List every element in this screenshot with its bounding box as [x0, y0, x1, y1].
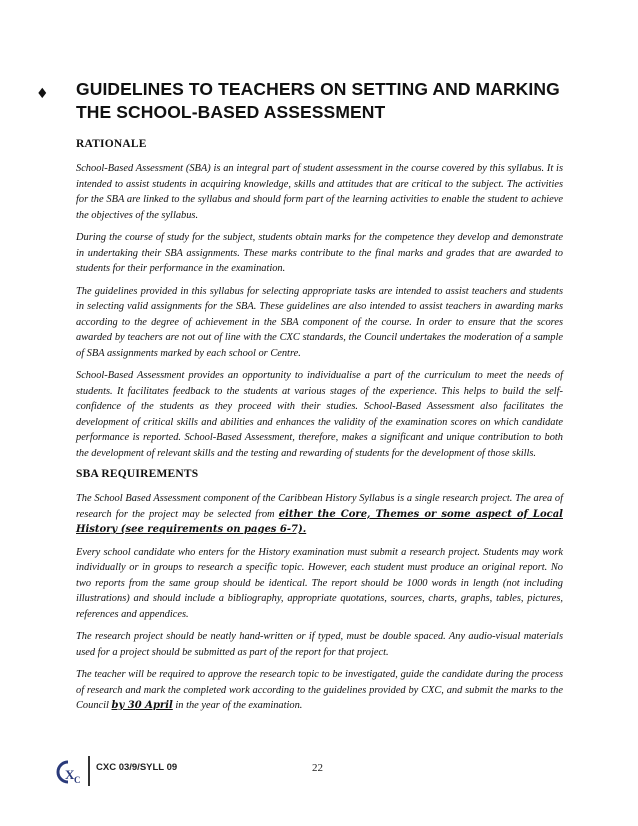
rationale-paragraph-2: During the course of study for the subject, students obtain marks for the competence they develop and demonstrate in undertaking their SBA assignments. These marks contribute to the final marks and grades that are awarded to students for their performance in the examination.: [76, 232, 563, 274]
requirements-paragraph-1-text: The School Based Assessment component of the Caribbean History Syllabus is a single research project. The area of research for the project may be selected from: [76, 493, 563, 520]
svg-text:X: X: [65, 767, 75, 782]
sba-requirements-heading: SBA REQUIREMENTS: [76, 468, 199, 480]
cxc-logo: [48, 758, 88, 786]
page-number: 22: [312, 762, 323, 774]
deadline-emphasis: by 30 April: [111, 700, 173, 711]
requirements-paragraph-4-text: The teacher will be required to approve the research topic to be investigated, guide the candidate during the process of research and mark the completed work according to the guidelines provided by CXC, and submit the marks to the Council: [76, 669, 563, 711]
research-scope-emphasis: either the Core, Themes or some aspect of Local History (see requirements on pages 6-7).: [76, 508, 563, 535]
section-content: [76, 132, 563, 721]
rationale-paragraph-4: School-Based Assessment provides an opportunity to individualise a part of the curriculum to meet the needs of students. It facilitates feedback to the students at various stages of the experience. This helps to build the self-confidence of the students as they proceed with their studies. School-Based Assessment also facilitates the development of critical skills and abilities and enhances the validity of the examination scores on which candidate performance is reported. School-Based Assessment, therefore, makes a significant and unique contribution to both the development of relevant skills and the testing and rewarding of students for the development of those skills.: [76, 370, 563, 459]
svg-text:C: C: [74, 775, 81, 785]
rationale-heading: RATIONALE: [76, 138, 147, 150]
footer-divider: [88, 756, 90, 786]
section-heading: GUIDELINES TO TEACHERS ON SETTING AND MARKING THE SCHOOL-BASED ASSESSMENT: [76, 79, 560, 122]
requirements-paragraph-4-end: in the year of the examination.: [172, 700, 303, 711]
requirements-paragraph-4: [76, 667, 563, 714]
requirements-paragraph-2: Every school candidate who enters for the History examination must submit a research project. Students may work individually or in groups to research a specific topic. However, each student must produce an original report. No two reports from the same group should be identical. The report should be 1000 words in length (not including illustrations) and should include a bibliography, appropriate quotations, sources, charts, graphs, tables, pictures, references and appendices.: [76, 546, 563, 620]
requirements-paragraph-3: The research project should be neatly hand-written or if typed, must be double spaced. Any audio-visual materials used for a project should be submitted as part of the report for that project.: [76, 631, 563, 658]
rationale-paragraph-1: School-Based Assessment (SBA) is an integral part of student assessment in the course covered by this syllabus. It is intended to assist students in acquiring knowledge, skills and attitudes that are critical to the subject. The activities for the SBA are linked to the syllabus and should form part of the learning activities to enable the student to achieve the objectives of the syllabus.: [76, 163, 563, 221]
heading-bullet: ♦: [36, 86, 49, 102]
rationale-paragraph-3: The guidelines provided in this syllabus for selecting appropriate tasks are intended to assist teachers and students in selecting valid assignments for the SBA. These guidelines are also intended to assist teachers in awarding marks according to the degree of achievement in the SBA component of the course. In order to ensure that the scores awarded by teachers are not out of line with the CXC standards, the Council undertakes the moderation of a sample of SBA assignments marked by each school or Centre.: [76, 285, 563, 359]
syllabus-code: CXC 03/9/SYLL 09: [96, 762, 178, 773]
requirements-paragraph-1: [76, 491, 563, 538]
